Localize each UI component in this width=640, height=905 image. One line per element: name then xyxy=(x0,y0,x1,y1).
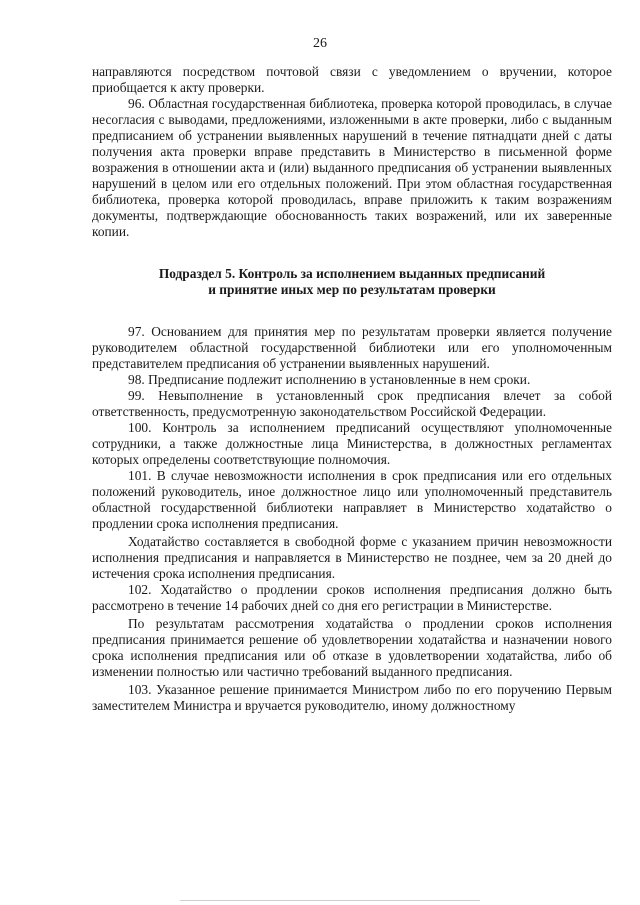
heading-line-2: и принятие иных мер по результатам проверки xyxy=(208,282,496,297)
paragraph-petition-result: По результатам рассмотрения ходатайства о продлении сроков исполнения предписания принимается решение об удовлетворении ходатайства и назначении нового срока исполнения предписания или об отказе в удовлетворении ходатайства, либо об изменении полностью или частично требований выданного предписания. xyxy=(92,616,612,679)
paragraph-100: 100. Контроль за исполнением предписаний осуществляют уполномоченные сотрудники, а также должностные лица Министерства, в должностных регламентах которых определены соответствующие полномочия. xyxy=(92,420,612,467)
scan-artifact-line xyxy=(180,900,480,901)
paragraph-99: 99. Невыполнение в установленный срок предписания влечет за собой ответственность, предусмотренную законодательством Российской Федерации. xyxy=(92,388,612,419)
page-number: 26 xyxy=(313,36,327,51)
paragraph-96: 96. Областная государственная библиотека, проверка которой проводилась, в случае несогласия с выводами, предложениями, изложенными в акте проверки, либо с выданным предписанием об устранении выявленных нарушений в течение пятнадцати дней с даты получения акта проверки вправе представить в Министерство в письменной форме возражения в отношении акта и (или) выданного предписания об устранении выявленных нарушений в целом или его отдельных положений. При этом областная государственная библиотека, проверка которой проводилась, вправе приложить к таким возражениям документы, подтверждающие обоснованность таких возражений, или их заверенные копии. xyxy=(92,96,612,239)
paragraph-petition-form: Ходатайство составляется в свободной форме с указанием причин невозможности исполнения предписания и направляется в Министерство не позднее, чем за 20 дней до истечения срока исполнения предписания. xyxy=(92,534,612,581)
section-heading xyxy=(92,266,612,298)
document-body xyxy=(92,64,612,714)
paragraph-102: 102. Ходатайство о продлении сроков исполнения предписания должно быть рассмотрено в течение 14 рабочих дней со дня его регистрации в Министерстве. xyxy=(92,582,612,613)
paragraph-97: 97. Основанием для принятия мер по результатам проверки является получение руководителем областной государственной библиотеки или его уполномоченным представителем предписания об устранении выявленных нарушений. xyxy=(92,324,612,371)
paragraph-101: 101. В случае невозможности исполнения в срок предписания или его отдельных положений руководитель, иное должностное лицо или уполномоченный представитель областной государственной библиотеки направляет в Министерство ходатайство о продлении срока исполнения предписания. xyxy=(92,468,612,531)
paragraph-continuation: направляются посредством почтовой связи с уведомлением о вручении, которое приобщается к акту проверки. xyxy=(92,64,612,95)
heading-line-1: Подраздел 5. Контроль за исполнением выданных предписаний xyxy=(158,266,546,281)
paragraph-103: 103. Указанное решение принимается Министром либо по его поручению Первым заместителем Министра и вручается руководителю, иному должностному xyxy=(92,682,612,713)
paragraph-98: 98. Предписание подлежит исполнению в установленные в нем сроки. xyxy=(128,372,531,387)
